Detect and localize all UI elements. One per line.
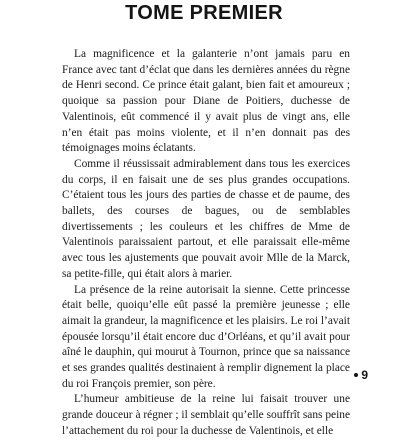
- page-number: 9: [361, 368, 368, 382]
- paragraph: La présence de la reine autorisait la sienne. Cette princesse était belle, quoiqu’elle eût passé la première jeunesse ; elle aimait la grandeur, la magnificence et les plaisirs. Le roi l’avait épousée lorsqu’il était encore duc d’Orléans, et qu’il avait pour aîné le dauphin, qui mourut à Tournon, prince que sa naissance et ses grandes qualités destinaient à remplir dignement la place du roi François premier, son père.: [62, 283, 350, 390]
- paragraph: La magnificence et la galanterie n’ont jamais paru en France avec tant d’éclat que dans les dernières années du règne de Henri second. Ce prince était galant, bien fait et amoureux ; quoique sa passion pour Diane de Poitiers, duchesse de Valentinois, eût commencé il y avait plus de vingt ans, elle n’en était pas moins violente, et il n’en donnait pas des témoignages moins éclatants.: [62, 48, 350, 155]
- paragraph: Comme il réussissait admirablement dans tous les exercices du corps, il en faisait une de ses plus grandes occupations. C’étaient tous les jours des parties de chasse et de paume, des ballets, des courses de bagues, ou de semblables divertissements ; les couleurs et les chiffres de Mme de Valentinois paraissaient partout, et elle paraissait elle-même avec tous les ajustements que pouvait avoir Mlle de la Marck, sa petite-fille, qui était alors à marier.: [62, 157, 350, 280]
- page-number-footer: [354, 368, 368, 382]
- chapter-title: TOME PREMIER: [125, 2, 283, 24]
- paragraph: L’humeur ambitieuse de la reine lui faisait trouver une grande douceur à régner ; il semblait qu’elle souffrît sans peine l’attachement du roi pour la duchesse de Valentinois, et elle: [62, 393, 350, 437]
- body-text: [62, 47, 350, 440]
- bullet-icon: [354, 373, 358, 377]
